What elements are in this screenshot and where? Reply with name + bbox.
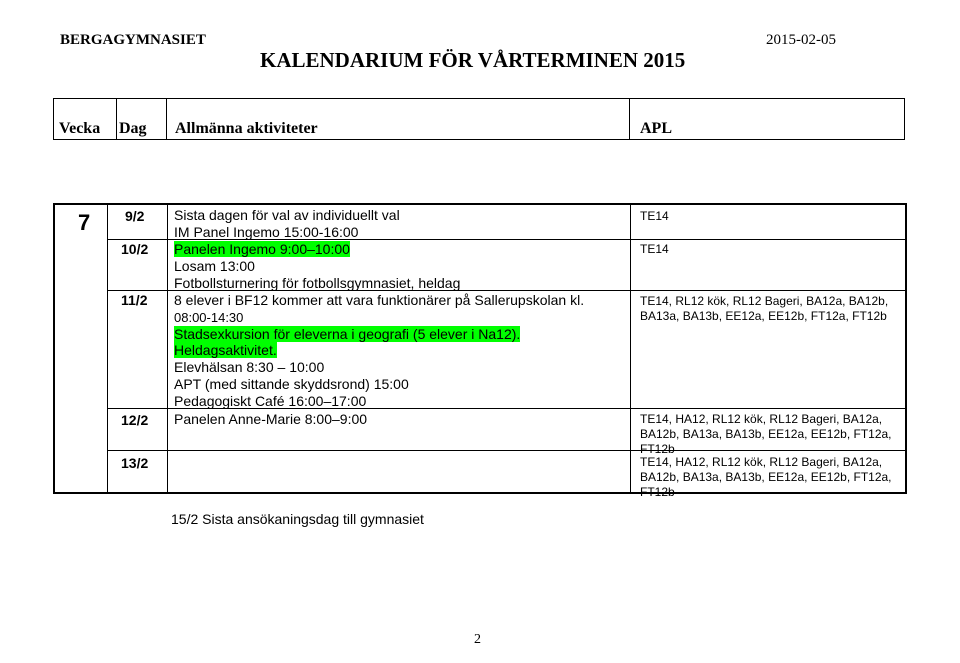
apl-line: BA12b, BA13a, BA13b, EE12a, EE12b, FT12a, (640, 427, 892, 441)
activity-line-highlighted: Heldagsaktivitet. (174, 342, 277, 358)
activity-line-highlighted: Panelen Ingemo 9:00–10:00 (174, 241, 350, 257)
day-cell: 11/2 (121, 292, 148, 308)
school-name: BERGAGYMNASIET (60, 32, 206, 48)
apl-line: BA12b, BA13a, BA13b, EE12a, EE12b, FT12a, (640, 470, 892, 484)
document-date: 2015-02-05 (766, 32, 836, 48)
day-cell: 12/2 (121, 412, 149, 428)
footnote: 15/2 Sista ansökaningsdag till gymnasiet (171, 511, 424, 527)
table-divider (630, 205, 631, 492)
page-title: KALENDARIUM FÖR VÅRTERMINEN 2015 (260, 48, 686, 72)
apl-line: BA13a, BA13b, EE12a, EE12b, FT12a, FT12b (640, 309, 887, 323)
week-number: 7 (78, 210, 91, 235)
apl-line: FT12b (640, 485, 675, 499)
activity-line: Pedagogiskt Café 16:00–17:00 (174, 393, 367, 409)
activity-line: Panelen Anne-Marie 8:00–9:00 (174, 411, 368, 427)
apl-line: TE14, RL12 kök, RL12 Bageri, BA12a, BA12b, (640, 294, 889, 308)
activity-line: 08:00-14:30 (174, 310, 244, 325)
day-cell: 13/2 (121, 455, 149, 471)
column-header-week: Vecka (59, 120, 101, 137)
apl-line: TE14, HA12, RL12 kök, RL12 Bageri, BA12a, (640, 455, 883, 469)
column-header-day: Dag (119, 120, 147, 137)
page-number: 2 (474, 632, 481, 647)
activity-line: Sista dagen för val av individuellt val (174, 207, 400, 223)
column-divider (116, 99, 117, 139)
activity-line: APT (med sittande skyddsrond) 15:00 (174, 376, 409, 392)
column-divider (166, 99, 167, 139)
row-divider (108, 450, 905, 451)
column-divider (629, 99, 630, 139)
apl-line: TE14 (640, 242, 669, 256)
table-divider (107, 205, 108, 492)
activity-line: Fotbollsturnering för fotbollsgymnasiet, heldag (174, 275, 461, 291)
activity-line: Elevhälsan 8:30 – 10:00 (174, 359, 325, 375)
apl-line: TE14 (640, 209, 669, 223)
activity-line: Losam 13:00 (174, 258, 255, 274)
column-header-activities: Allmänna aktiviteter (175, 120, 318, 137)
activity-line: 8 elever i BF12 kommer att vara funktionärer på Sallerupskolan kl. (174, 292, 585, 308)
activity-line: IM Panel Ingemo 15:00-16:00 (174, 224, 359, 240)
day-cell: 9/2 (125, 208, 145, 224)
activity-line-highlighted: Stadsexkursion för eleverna i geografi (5 elever i Na12). (174, 326, 521, 342)
table-divider (167, 205, 168, 492)
apl-line: FT12b (640, 442, 675, 456)
day-cell: 10/2 (121, 241, 149, 257)
column-header-apl: APL (640, 120, 672, 137)
apl-line: TE14, HA12, RL12 kök, RL12 Bageri, BA12a, (640, 412, 883, 426)
